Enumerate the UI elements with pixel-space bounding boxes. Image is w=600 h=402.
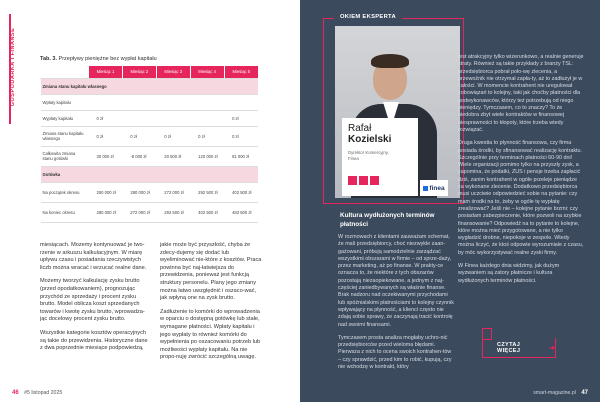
table-cell xyxy=(190,110,224,126)
right-page xyxy=(300,0,600,402)
table-row-label: Wpłaty kapitału xyxy=(41,94,89,110)
section-tab xyxy=(6,14,16,124)
document-icon xyxy=(482,328,492,340)
table-cell xyxy=(190,94,224,110)
table-cell xyxy=(156,110,190,126)
cashflow-table xyxy=(40,66,258,223)
table-cell: 0 zł xyxy=(89,110,123,126)
table-row-label: Na początek okresu xyxy=(41,182,89,202)
read-more-label: CZYTAJ WIĘCEJ xyxy=(497,341,521,354)
site-label: smart-magazine.pl xyxy=(533,390,576,396)
table-cell: 0 zł xyxy=(122,126,156,146)
table-header-cell: Miesiąc 5 xyxy=(224,66,258,78)
table-cell: 272 000 zł xyxy=(156,182,190,202)
paragraph: Druga kwestia to płynność finansowa, czy firma posiada środki, by sfinansować realizację kontraktu. Szczególnie przy terminach płatności 60-90 dni! Wiele organizacji pomimo tylko na przyszły zysk, a zapomina, że podatki, ZUS i pensje trzeba zapłacić dziś, zanim kontrahent w ogóle przeleje pieniądze za wykonane zlecenie. Dodatkowo przedsiębiorca musi uczciwie odpowiedzieć sobie na pytanie: czy mam środki na to, żeby w ogóle tę wypłatę zrealizować? Jeśli nie – kolejne pytanie brzmi: czy posiadam zabezpieczenie, które pozwoli na szybkie finansowanie? Odpowiedź na to pytanie to kolejne, które można mieć przygotowane, a nie tylko wygładzić drobne, niepokoje w zespole. Wtedy można liczyć, że ktoś odpowie wyrozumiale z czasu, by móc wykorzystywać realne zyski firmy. xyxy=(458,140,584,256)
company-logo xyxy=(420,180,448,196)
page-number: 47 xyxy=(581,390,588,396)
table-cell: 272 000 zł xyxy=(122,202,156,222)
table-cell: 292 500 zł xyxy=(190,182,224,202)
paragraph: W rozmowach z klientami zauważam schemat, że mali przedsiębiorcy, choć niezwykle zaan-gażowani, próbują samodzielnie zarządzać wszystkimi obszarami w firmie – od sprze-daży, przez marketing, aż po finanse. W prakty-ce oznacza to, że niektóre z tych obszarów pozostają niezaopiekowane, a jednym z naj-częściej zaniedbywanych są właśnie finanse. Brak nadzoru nad oczekiwanymi przychodami lub spóźnialskimi płatnościami to kolejny czynnik wpływający na płynność, a klienci często nie zdają sobie sprawy, że zaczynają tracić kontrolę nad swoimi finansami. xyxy=(338,234,454,328)
paragraph: W Finea każdego dnia widzimy, jak dużym wyzwaniem są zatory płatnicze i kultura wydłużonych terminów płatności. xyxy=(458,263,560,284)
photo-hair xyxy=(371,54,409,68)
table-cell: 0 zł xyxy=(224,126,258,146)
table-header-corner xyxy=(41,66,89,78)
expert-company: Finea xyxy=(348,156,359,161)
table-header-cell: Miesiąc 1 xyxy=(89,66,123,78)
paragraph: miesiącach. Mozemy kontynuować je two-rzenie w arkuszu kalkulacyjnym. W miarę upływu czasu i posiadania rzeczywistych liczb można wracać i wrzucać realne dane. xyxy=(40,242,147,271)
table-cell: 20 500 zł xyxy=(156,146,190,166)
table-row xyxy=(41,202,259,222)
page-number: 46 xyxy=(12,390,19,396)
table-section-title: Zmiana stanu kapitału własnego xyxy=(41,78,259,94)
expert-last-name: Kozielski xyxy=(348,134,392,145)
expert-card xyxy=(342,118,418,196)
paragraph: Tymczasem prosta analiza mogłaby uchro-nić przedsiębiorców przed wieloma błędami. Pierwsza z nich to ocena swoich kontrahen-tów – czy sprawdzić, przed kim to robić, kupują, czy nie wchodzę w kontrakt, który xyxy=(338,334,452,371)
expert-role: Dyrektor Komercyjny, xyxy=(348,150,389,155)
right-footer xyxy=(533,390,588,396)
social-icon[interactable] xyxy=(348,176,357,185)
social-icon[interactable] xyxy=(359,176,368,185)
table-row xyxy=(41,126,259,146)
paragraph: Zadłużenie to komórki do wprowadzenia w oparciu o dostępną gotówkę lub stałe, wymagane płatności. Wpłaty kapitału i jego wypłaty to również komórki do wypełnienia po oszacowaniu potrzeb lub możliwości wypłaty kapitału. Na nie propo-nuję zwrócić szczególną uwagę. xyxy=(160,308,261,361)
table-cell: 0 zł xyxy=(190,126,224,146)
table-cell: 0 zł xyxy=(224,110,258,126)
table-cell: 280 000 zł xyxy=(89,202,123,222)
table-cell xyxy=(156,94,190,110)
table-cell: 280 000 zł xyxy=(122,182,156,202)
table-cell: 0 zł xyxy=(156,126,190,146)
table-cell: 292 500 zł xyxy=(156,202,190,222)
read-more-button[interactable] xyxy=(482,338,556,358)
table-row-label: Na koniec okresu xyxy=(41,202,89,222)
table-cell: 402 500 zł xyxy=(190,202,224,222)
table-header-cell: Miesiąc 4 xyxy=(190,66,224,78)
arrow-right-icon: ➜ xyxy=(549,344,555,352)
logo-mark-icon xyxy=(423,186,428,191)
left-article-column-1 xyxy=(40,242,148,359)
table-row xyxy=(41,146,259,166)
issue-label: #5 listopad 2025 xyxy=(24,390,63,396)
table-cell: 483 500 zł xyxy=(224,202,258,222)
right-article-column-1 xyxy=(338,234,454,377)
table-row-label: Całkowita zmiana stanu gotówki xyxy=(41,146,89,166)
paragraph: jakie może być przyszłość, chyba że zdecy-dujemy się dodać lub wyeliminować nie-które z kosztów. Praca powinna być naj-łatwiejsza do przewidzenia, ponieważ jest funkcją struktury personelu. Plany jego zmiany można łatwo uwzględnić i oszaco-wać, jak wpłyną one na zysk brutto. xyxy=(160,242,262,302)
table-cell xyxy=(122,110,156,126)
table-section-row xyxy=(41,78,259,94)
table-cell: 250 000 zł xyxy=(89,182,123,202)
table-section-row xyxy=(41,166,259,182)
table-cell: 0 zł xyxy=(89,126,123,146)
expert-first-name: Rafał xyxy=(348,123,372,134)
section-label: OKIEM EKSPERTA xyxy=(334,14,402,20)
right-article-column-2 xyxy=(458,54,584,291)
table-cell: 120 000 zł xyxy=(190,146,224,166)
table-cell: -8 000 zł xyxy=(122,146,156,166)
table-cell xyxy=(122,94,156,110)
table-header-cell: Miesiąc 2 xyxy=(122,66,156,78)
table-row-label: Zmiana stanu kapitału własnego xyxy=(41,126,89,146)
table-header-cell: Miesiąc 3 xyxy=(156,66,190,78)
table-cell: 81 000 zł xyxy=(224,146,258,166)
paragraph: Wszystkie kategorie kosztów operacyjnych są takie do przewidzenia. Historyczne dane z dwa poprzednie miesiące podpowiedzą, xyxy=(40,329,148,352)
section-tab-label: GOSPODARKA I FINANSE xyxy=(10,27,16,107)
table-cell xyxy=(89,94,123,110)
table-section-title: Gotówka xyxy=(41,166,259,182)
table-caption-text: Przepływy pieniężne bez wypłat kapitału xyxy=(57,56,157,62)
paragraph: Możemy tworzyć kalkulację zysku brutto (przed opodatkowaniem), prognozując przychód ze sprzedaży i procent zysku brutto. Model oblicza koszt sprzedanych towarów i kwotę zysku brutto, wprowadza-jąc docelowy procent zysku brutto. xyxy=(40,278,145,323)
paragraph: jest atrakcyjny tylko wizerunkowo, a realnie generuje straty. Również są takie przykłady z branży TSL: przedsiębiorca pobrał poło-wę zlecenia, a przewoźnik nie otrzymał zapła-ty, aż to zadłużył je w całości. W momencie kontrahent nie uregulował zobowiązań to kolejny, taki jak choćby płatności dla podwykonawców, którzy też potrzebują od niego pieniędzy. Tymczasem, co to znaczy? To że niedobra zbyt wiele kontraktów w finansowej niesprawności to kłopoty, które trzeba wtedy rozwiązać. xyxy=(458,54,584,133)
left-article-column-2 xyxy=(160,242,264,368)
table-row xyxy=(41,182,259,202)
left-footer xyxy=(12,390,62,396)
table-caption-number: Tab. 3. xyxy=(40,56,58,62)
table-cell: 402 500 zł xyxy=(224,182,258,202)
social-icons xyxy=(348,176,379,185)
table-header-row xyxy=(41,66,259,78)
table-row-label: Wypłaty kapitału xyxy=(41,110,89,126)
table-row xyxy=(41,110,259,126)
article-subheading: Kultura wydłużonych terminów płatności xyxy=(340,212,435,228)
logo-text: finea xyxy=(429,184,445,192)
table-row xyxy=(41,94,259,110)
social-icon[interactable] xyxy=(370,176,379,185)
table-cell: 30 000 zł xyxy=(89,146,123,166)
table-cell xyxy=(224,94,258,110)
table-caption xyxy=(40,56,157,62)
